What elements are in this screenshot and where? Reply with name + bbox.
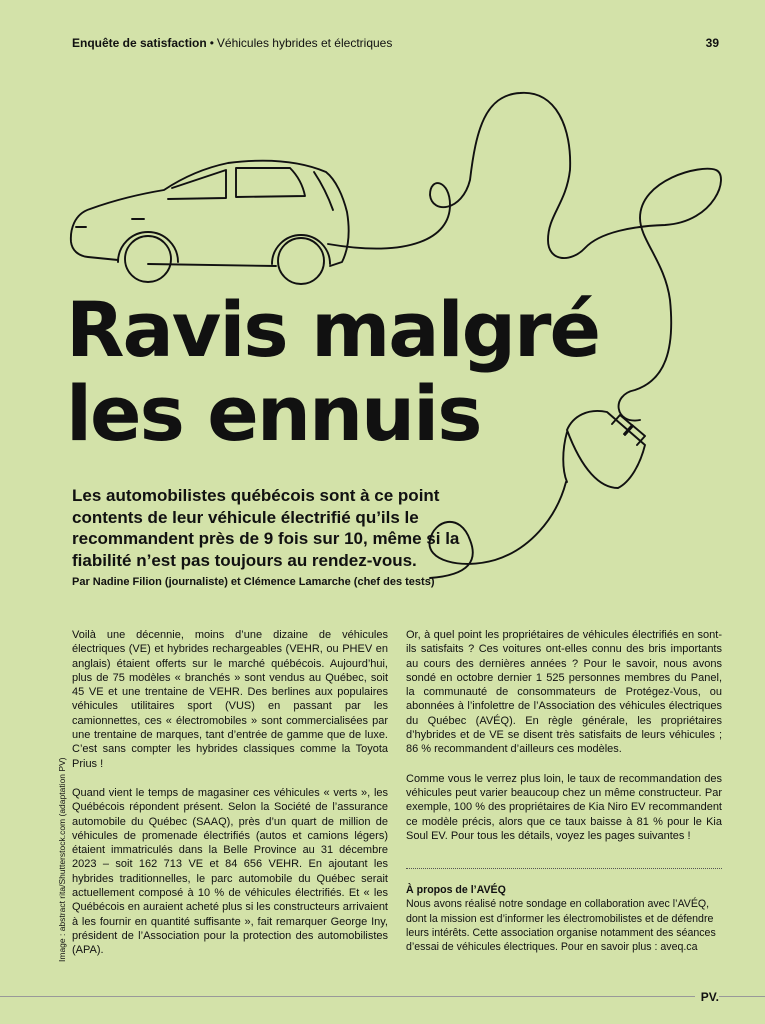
aside-text: Nous avons réalisé notre sondage en collaboration avec l’AVÉQ, dont la mission est d’informer les électromobilistes et de défendre leurs intérêts. Cette association organise notamment des séances d’essai de véhicules électriques. Pour en savoir plus : aveq.ca [406, 898, 716, 954]
section-title: Enquête de satisfaction [72, 36, 207, 50]
car-outline [71, 161, 349, 284]
byline: Par Nadine Filion (journaliste) et Clémence Lamarche (chef des tests) [72, 576, 435, 588]
footer-rule [0, 996, 765, 997]
sidebar-box [406, 868, 722, 954]
header-separator: • [209, 36, 214, 50]
subsection-title: Véhicules hybrides et électriques [216, 36, 393, 50]
paragraph-survey: Or, à quel point les propriétaires de véhicules électrifiés en sont-ils satisfaits ? Ces voitures ont-elles connu des bris importants au cours des dernières années ? Pour le savoir, nous avons sondé en octobre dernier 1 525 personnes membres du Panel, la communauté de consommateurs de Protégez-Vous, ou abonnées à l’infolettre de l’Association des véhicules électriques du Québec (AVÉQ). En règle générale, les propriétaires d’hybrides et de VE se disent très satisfaits de leurs véhicules ; 86 % recommandent d’ailleurs ces modèles. [406, 629, 722, 756]
body-column-left [72, 628, 388, 973]
headline-line-1: Ravis malgré [66, 285, 600, 374]
body-column-right [406, 628, 722, 858]
lede: Les automobilistes québécois sont à ce point contents de leur véhicule électrifié qu’ils le recommandent près de 9 fois sur 10, même si la fiabilité n’est pas toujours au rendez-vous. [72, 486, 460, 570]
aside-title: À propos de l’AVÉQ [406, 884, 506, 896]
footer-logo: PV. [695, 990, 719, 1004]
paragraph-intro: Voilà une décennie, moins d’une dizaine de véhicules électriques (VE) et hybrides rechargeables (VEHR, ou PHEV en anglais) étaient offerts sur le marché québécois. Aujourd’hui, plus de 75 modèles « branchés » sont vendus au Québec, soit 45 VE et une trentaine de VEHR. Des berlines aux populaires véhicules utilitaires sport (VUS) en passant par les camionnettes, ces « électromobiles » sont commercialisées par une trentaine de marques, tant d’entrée de gamme que de luxe. C’est sans compter les hybrides classiques comme la Toyota Prius ! [72, 629, 388, 770]
image-credit: Image : abstract rita/Shutterstock.com (adaptation PV) [57, 757, 67, 962]
paragraph-market: Quand vient le temps de magasiner ces véhicules « verts », les Québécois répondent présent. Selon la Société de l’assurance automobile du Québec (SAAQ), près d’un quart de million de véhicules de promenade électrifiés (autos et camions légers) étaient immatriculés dans la Belle Province au 31 décembre 2023 – soit 162 713 VE et 84 656 VEHR. En ajoutant les hybrides traditionnelles, le parc automobile du Québec serait actuellement composé à 10 % de véhicules électrifiés. Et « les Québécois en auraient acheté plus si les constructeurs arrivaient à les fournir en quantité suffisante », fait remarquer George Iny, président de l’Association pour la protection des automobilistes (APA). [72, 786, 388, 957]
paragraph-recommendation: Comme vous le verrez plus loin, le taux de recommandation des véhicules peut varier beaucoup chez un même constructeur. Par exemple, 100 % des propriétaires de Kia Niro EV recommandent ce modèle précis, alors que ce taux baisse à 81 % pour le Kia Soul EV. Pour tous les détails, voyez les pages suivantes ! [406, 772, 722, 842]
headline-line-2: les ennuis [66, 369, 481, 458]
headline [66, 285, 600, 458]
page-number: 39 [705, 36, 719, 50]
